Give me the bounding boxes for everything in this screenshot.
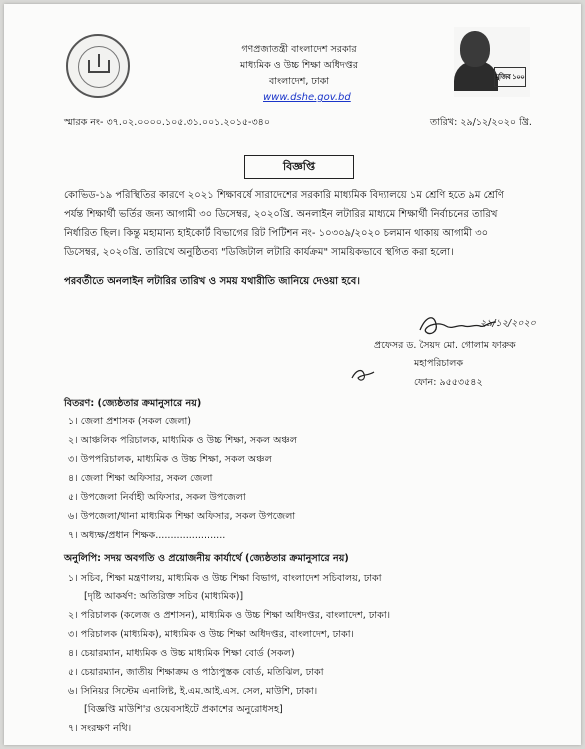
header-location: বাংলাদেশ, ঢাকা (269, 76, 329, 87)
body-line-3: নির্ধারিত ছিল। কিন্তু মহামান্য হাইকোর্ট বিভাগের রিট পিটিশন নং- ১০৩০৯/২০২০ চলমান থাকায় আগামী ৩০ (64, 228, 489, 239)
memo-date: তারিখ: ২৯/১২/২০২০ খ্রি. (430, 117, 532, 128)
distribution-item: ৬। উপজেলা/থানা মাধ্যমিক শিক্ষা অফিসার, সকল উপজেলা (68, 511, 296, 522)
copy-item: ১। সচিব, শিক্ষা মন্ত্রণালয়, মাধ্যমিক ও উচ্চ শিক্ষা বিভাগ, বাংলাদেশ সচিবালয়, ঢাকা (68, 573, 382, 584)
signatory-designation: মহাপরিচালক (414, 358, 464, 369)
book-icon (88, 60, 110, 73)
notice-title: বিজ্ঞপ্তি (244, 155, 354, 179)
portrait-image (454, 27, 530, 97)
initial-mark (350, 366, 376, 384)
copy-item-note: [বিজ্ঞপ্তি মাউশি'র ওয়েবসাইটে প্রকাশের অনুরোধসহ] (84, 704, 283, 715)
memo-reference: স্মারক নং- ৩৭.০২.০০০০.১০৫.৩১.০০১.২০১৫-৩৪০ (64, 117, 270, 128)
copy-item: ৩। পরিচালক (মাধ্যমিক), মাধ্যমিক ও উচ্চ শিক্ষা অধিদপ্তর, বাংলাদেশ, ঢাকা। (68, 629, 354, 640)
distribution-item: ৪। জেলা শিক্ষা অফিসার, সকল জেলা (68, 473, 213, 484)
copy-item: ২। পরিচালক (কলেজ ও প্রশাসন), মাধ্যমিক ও উচ্চ শিক্ষা অধিদপ্তর, বাংলাদেশ, ঢাকা। (68, 610, 391, 621)
copy-heading: অনুলিপি: সদয় অবগতি ও প্রয়োজনীয় কার্যার্থে (জ্যেষ্ঠতার ক্রমানুসারে নয়) (64, 553, 349, 564)
copy-item: ৭। সংরক্ষণ নথি। (68, 723, 132, 734)
body-line-1: কোভিড-১৯ পরিস্থিতির কারণে ২০২১ শিক্ষাবর্ষে সারাদেশের সরকারি মাধ্যমিক বিদ্যালয়ে ১ম শ্রেণি হতে ৯ম শ্রেণি (64, 190, 504, 201)
distribution-item: ৭। অধ্যক্ষ/প্রধান শিক্ষক....................... (68, 530, 226, 541)
copy-item: ৫। চেয়ারম্যান, জাতীয় শিক্ষাক্রম ও পাঠ্যপুস্তক বোর্ড, মতিঝিল, ঢাকা (68, 667, 324, 678)
portrait-head (460, 31, 490, 67)
distribution-item: ৩। উপপরিচালক, মাধ্যমিক ও উচ্চ শিক্ষা, সকল অঞ্চল (68, 454, 272, 465)
header-directorate: মাধ্যমিক ও উচ্চ শিক্ষা অধিদপ্তর (240, 60, 358, 71)
copy-item: ৪। চেয়ারম্যান, মাধ্যমিক ও উচ্চ মাধ্যমিক শিক্ষা বোর্ড (সকল) (68, 648, 295, 659)
distribution-item: ৫। উপজেলা নির্বাহী অফিসার, সকল উপজেলা (68, 492, 246, 503)
document-page (4, 4, 581, 745)
signatory-name: প্রফেসর ড. সৈয়দ মো. গোলাম ফারুক (374, 340, 516, 351)
copy-item: ৬। সিনিয়র সিস্টেম এনালিষ্ট, ই.এম.আই.এস. সেল, মাউশি, ঢাকা। (68, 686, 318, 697)
notice-followup: পরবর্তীতে অনলাইন লটারির তারিখ ও সময় যথারীতি জানিয়ে দেওয়া হবে। (64, 276, 360, 287)
distribution-heading: বিতরণ: (জ্যেষ্ঠতার ক্রমানুসারে নয়) (64, 398, 202, 409)
mujib-100-badge: মুজিব ১০০ (494, 67, 526, 87)
distribution-item: ২। আঞ্চলিক পরিচালক, মাধ্যমিক ও উচ্চ শিক্ষা, সকল অঞ্চল (68, 435, 297, 446)
signatory-phone: ফোন: ৯৫৫৩৫৪২ (414, 377, 483, 388)
body-line-4: ডিসেম্বর, ২০২০খ্রি. তারিখে অনুষ্ঠিতব্য "ডিজিটাল লটারি কার্যক্রম" সাময়িকভাবে স্থগিত করা হলো। (64, 247, 454, 258)
distribution-item: ১। জেলা প্রশাসক (সকল জেলা) (68, 416, 192, 427)
signature-date: ২৯/১২/২০২০ (480, 318, 536, 329)
copy-item-note: [দৃষ্টি আকর্ষণ: অতিরিক্ত সচিব (মাধ্যমিক)] (84, 591, 244, 602)
website-link[interactable]: www.dshe.gov.bd (263, 92, 351, 103)
body-line-2: পর্যন্ত শিক্ষার্থী ভর্তির জন্য আগামী ৩০ ডিসেম্বর, ২০২০খ্রি. অনলাইন লটারির মাধ্যমে শিক্ষার্থী নির্বাচনের তারিখ (64, 209, 498, 220)
header-government: গণপ্রজাতন্ত্রী বাংলাদেশ সরকার (241, 44, 357, 55)
dshe-logo (66, 34, 130, 98)
